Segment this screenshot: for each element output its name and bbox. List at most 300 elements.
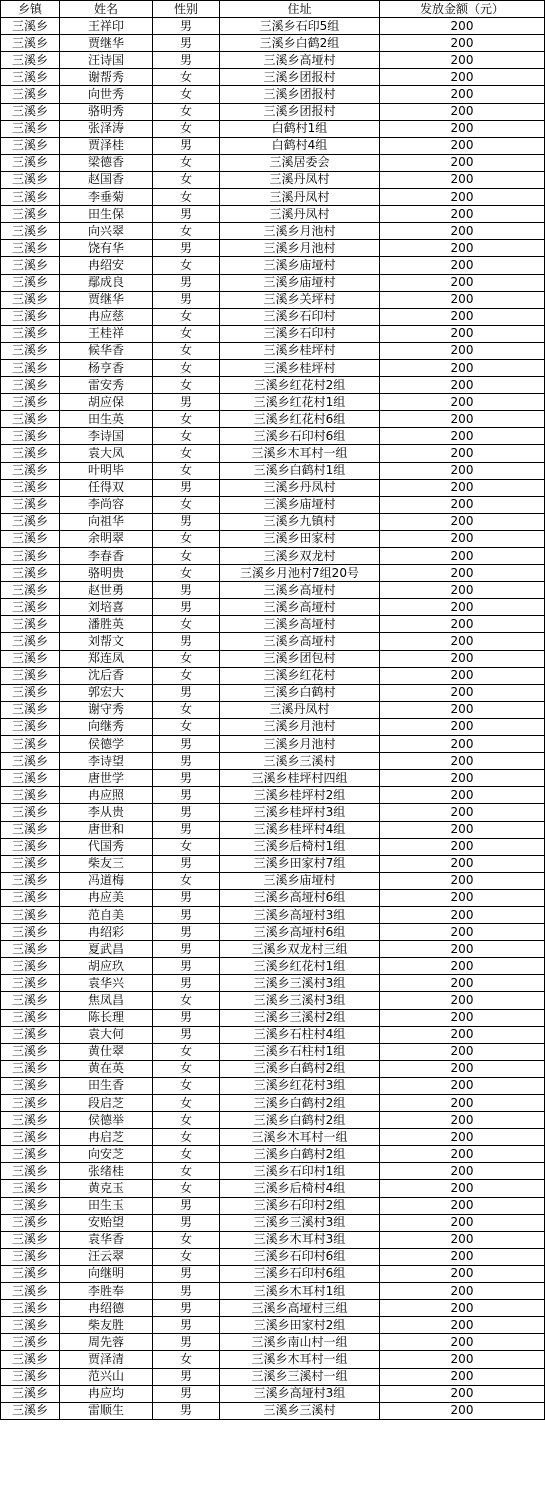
- cell-amount: 200: [380, 599, 545, 616]
- cell-gender: 男: [153, 855, 220, 872]
- cell-address: 三溪乡高垭村三组: [220, 1300, 380, 1317]
- cell-name: 冉应照: [60, 787, 153, 804]
- cell-amount: 200: [380, 1317, 545, 1334]
- cell-gender: 男: [153, 1402, 220, 1419]
- table-row: [1, 377, 545, 394]
- cell-amount: 200: [380, 291, 545, 308]
- cell-township: 三溪乡: [1, 18, 60, 35]
- table-row: [1, 257, 545, 274]
- cell-amount: 200: [380, 565, 545, 582]
- cell-township: 三溪乡: [1, 377, 60, 394]
- cell-township: 三溪乡: [1, 616, 60, 633]
- cell-amount: 200: [380, 428, 545, 445]
- cell-name: 谢帮秀: [60, 69, 153, 86]
- cell-gender: 女: [153, 103, 220, 120]
- cell-township: 三溪乡: [1, 154, 60, 171]
- cell-township: 三溪乡: [1, 35, 60, 52]
- cell-township: 三溪乡: [1, 1026, 60, 1043]
- cell-gender: 男: [153, 291, 220, 308]
- table-row: [1, 1043, 545, 1060]
- cell-address: 三溪乡田家村2组: [220, 1317, 380, 1334]
- cell-amount: 200: [380, 616, 545, 633]
- table-row: [1, 924, 545, 941]
- cell-name: 贾继华: [60, 291, 153, 308]
- cell-gender: 女: [153, 411, 220, 428]
- cell-township: 三溪乡: [1, 342, 60, 359]
- table-row: [1, 1317, 545, 1334]
- cell-name: 王祥印: [60, 18, 153, 35]
- cell-name: 向兴翠: [60, 223, 153, 240]
- cell-gender: 男: [153, 1214, 220, 1231]
- cell-address: 三溪乡石印5组: [220, 18, 380, 35]
- cell-name: 余明翠: [60, 530, 153, 547]
- cell-amount: 200: [380, 1026, 545, 1043]
- cell-amount: 200: [380, 804, 545, 821]
- cell-name: 饶有华: [60, 240, 153, 257]
- cell-amount: 200: [380, 359, 545, 376]
- cell-amount: 200: [380, 1180, 545, 1197]
- cell-address: 白鹤村1组: [220, 120, 380, 137]
- table-row: [1, 684, 545, 701]
- cell-gender: 女: [153, 530, 220, 547]
- cell-gender: 女: [153, 445, 220, 462]
- cell-township: 三溪乡: [1, 411, 60, 428]
- cell-name: 冉应慈: [60, 308, 153, 325]
- cell-gender: 男: [153, 804, 220, 821]
- cell-amount: 200: [380, 753, 545, 770]
- cell-gender: 男: [153, 137, 220, 154]
- table-row: [1, 52, 545, 69]
- cell-address: 三溪乡高垭村6组: [220, 924, 380, 941]
- table-row: [1, 1351, 545, 1368]
- cell-amount: 200: [380, 171, 545, 188]
- table-row: [1, 1009, 545, 1026]
- cell-gender: 男: [153, 941, 220, 958]
- table-row: [1, 872, 545, 889]
- cell-township: 三溪乡: [1, 1265, 60, 1282]
- table-row: [1, 513, 545, 530]
- cell-address: 三溪乡红花村6组: [220, 411, 380, 428]
- table-row: [1, 1180, 545, 1197]
- cell-amount: 200: [380, 1283, 545, 1300]
- cell-address: 三溪乡红花村2组: [220, 377, 380, 394]
- cell-township: 三溪乡: [1, 1402, 60, 1419]
- table-row: [1, 616, 545, 633]
- cell-township: 三溪乡: [1, 1077, 60, 1094]
- cell-gender: 男: [153, 1300, 220, 1317]
- cell-address: 三溪乡高垭村: [220, 616, 380, 633]
- cell-address: 三溪乡白鹤村2组: [220, 1146, 380, 1163]
- cell-address: 三溪乡石柱村1组: [220, 1043, 380, 1060]
- cell-gender: 女: [153, 1129, 220, 1146]
- table-row: [1, 308, 545, 325]
- cell-township: 三溪乡: [1, 667, 60, 684]
- cell-township: 三溪乡: [1, 428, 60, 445]
- cell-gender: 男: [153, 1334, 220, 1351]
- cell-township: 三溪乡: [1, 633, 60, 650]
- cell-name: 代国秀: [60, 838, 153, 855]
- cell-address: 三溪乡田家村: [220, 530, 380, 547]
- cell-gender: 女: [153, 171, 220, 188]
- cell-township: 三溪乡: [1, 189, 60, 206]
- cell-name: 唐世和: [60, 821, 153, 838]
- table-row: [1, 86, 545, 103]
- cell-address: 三溪乡石印村6组: [220, 428, 380, 445]
- cell-address: 三溪乡双龙村三组: [220, 941, 380, 958]
- table-row: [1, 394, 545, 411]
- cell-township: 三溪乡: [1, 1146, 60, 1163]
- cell-amount: 200: [380, 1248, 545, 1265]
- cell-township: 三溪乡: [1, 787, 60, 804]
- cell-amount: 200: [380, 530, 545, 547]
- table-row: [1, 69, 545, 86]
- cell-name: 冉绍安: [60, 257, 153, 274]
- table-row: [1, 189, 545, 206]
- cell-gender: 女: [153, 1146, 220, 1163]
- cell-township: 三溪乡: [1, 1163, 60, 1180]
- cell-amount: 200: [380, 992, 545, 1009]
- cell-gender: 男: [153, 684, 220, 701]
- cell-address: 三溪乡庙垭村: [220, 274, 380, 291]
- cell-township: 三溪乡: [1, 582, 60, 599]
- cell-township: 三溪乡: [1, 958, 60, 975]
- cell-gender: 女: [153, 1248, 220, 1265]
- cell-amount: 200: [380, 377, 545, 394]
- cell-name: 胡应保: [60, 394, 153, 411]
- cell-township: 三溪乡: [1, 701, 60, 718]
- table-row: [1, 1385, 545, 1402]
- cell-township: 三溪乡: [1, 445, 60, 462]
- cell-township: 三溪乡: [1, 924, 60, 941]
- cell-amount: 200: [380, 1231, 545, 1248]
- table-row: [1, 855, 545, 872]
- table-row: [1, 667, 545, 684]
- cell-address: 三溪乡白鹤村2组: [220, 1060, 380, 1077]
- cell-name: 汪云翠: [60, 1248, 153, 1265]
- cell-name: 贾继华: [60, 35, 153, 52]
- cell-gender: 女: [153, 1077, 220, 1094]
- table-row: [1, 958, 545, 975]
- cell-amount: 200: [380, 1077, 545, 1094]
- cell-township: 三溪乡: [1, 1129, 60, 1146]
- cell-name: 黄克玉: [60, 1180, 153, 1197]
- cell-name: 雷安秀: [60, 377, 153, 394]
- table-row: [1, 701, 545, 718]
- cell-name: 汪诗国: [60, 52, 153, 69]
- cell-name: 袁华香: [60, 1231, 153, 1248]
- cell-amount: 200: [380, 633, 545, 650]
- cell-township: 三溪乡: [1, 103, 60, 120]
- cell-township: 三溪乡: [1, 872, 60, 889]
- cell-address: 三溪乡石印村: [220, 308, 380, 325]
- cell-gender: 男: [153, 1265, 220, 1282]
- cell-address: 三溪乡关坪村: [220, 291, 380, 308]
- cell-address: 三溪乡月池村: [220, 223, 380, 240]
- table-row: [1, 154, 545, 171]
- cell-township: 三溪乡: [1, 1317, 60, 1334]
- table-row: [1, 1368, 545, 1385]
- cell-address: 三溪乡高垭村3组: [220, 906, 380, 923]
- table-body: [1, 18, 545, 1420]
- cell-amount: 200: [380, 1214, 545, 1231]
- cell-amount: 200: [380, 872, 545, 889]
- cell-gender: 女: [153, 1095, 220, 1112]
- cell-address: 三溪乡红花村1组: [220, 958, 380, 975]
- cell-name: 骆明秀: [60, 103, 153, 120]
- cell-amount: 200: [380, 1385, 545, 1402]
- header-township: 乡镇: [1, 1, 60, 18]
- cell-name: 冉绍彩: [60, 924, 153, 941]
- table-row: [1, 838, 545, 855]
- cell-name: 袁大何: [60, 1026, 153, 1043]
- cell-township: 三溪乡: [1, 257, 60, 274]
- cell-name: 田生香: [60, 1077, 153, 1094]
- cell-name: 向祖华: [60, 513, 153, 530]
- cell-address: 三溪丹凤村: [220, 171, 380, 188]
- cell-name: 李诗国: [60, 428, 153, 445]
- table-row: [1, 1163, 545, 1180]
- cell-address: 三溪丹凤村: [220, 189, 380, 206]
- cell-township: 三溪乡: [1, 889, 60, 906]
- table-row: [1, 1214, 545, 1231]
- cell-gender: 女: [153, 1351, 220, 1368]
- cell-gender: 女: [153, 1163, 220, 1180]
- cell-address: 三溪乡桂坪村2组: [220, 787, 380, 804]
- cell-amount: 200: [380, 889, 545, 906]
- cell-name: 侯德举: [60, 1112, 153, 1129]
- cell-address: 三溪乡高垭村6组: [220, 889, 380, 906]
- cell-gender: 女: [153, 325, 220, 342]
- cell-address: 三溪乡团报村: [220, 86, 380, 103]
- cell-gender: 女: [153, 1112, 220, 1129]
- cell-gender: 女: [153, 838, 220, 855]
- cell-amount: 200: [380, 513, 545, 530]
- header-gender: 性别: [153, 1, 220, 18]
- table-row: [1, 1197, 545, 1214]
- cell-amount: 200: [380, 308, 545, 325]
- cell-name: 范兴山: [60, 1368, 153, 1385]
- cell-name: 张绪桂: [60, 1163, 153, 1180]
- cell-name: 冉绍德: [60, 1300, 153, 1317]
- table-row: [1, 479, 545, 496]
- cell-township: 三溪乡: [1, 240, 60, 257]
- cell-name: 冉应均: [60, 1385, 153, 1402]
- cell-township: 三溪乡: [1, 359, 60, 376]
- cell-gender: 女: [153, 616, 220, 633]
- cell-township: 三溪乡: [1, 1009, 60, 1026]
- cell-gender: 男: [153, 787, 220, 804]
- cell-township: 三溪乡: [1, 325, 60, 342]
- cell-amount: 200: [380, 1351, 545, 1368]
- cell-amount: 200: [380, 838, 545, 855]
- cell-name: 胡应玖: [60, 958, 153, 975]
- cell-amount: 200: [380, 86, 545, 103]
- cell-amount: 200: [380, 103, 545, 120]
- cell-amount: 200: [380, 35, 545, 52]
- cell-amount: 200: [380, 257, 545, 274]
- cell-name: 李从贵: [60, 804, 153, 821]
- cell-amount: 200: [380, 855, 545, 872]
- cell-address: 三溪乡团包村: [220, 650, 380, 667]
- cell-amount: 200: [380, 701, 545, 718]
- cell-amount: 200: [380, 206, 545, 223]
- table-row: [1, 359, 545, 376]
- cell-gender: 男: [153, 958, 220, 975]
- table-row: [1, 753, 545, 770]
- cell-gender: 男: [153, 1368, 220, 1385]
- cell-name: 潘胜英: [60, 616, 153, 633]
- cell-gender: 男: [153, 736, 220, 753]
- cell-address: 三溪乡九镇村: [220, 513, 380, 530]
- cell-address: 三溪乡桂坪村3组: [220, 804, 380, 821]
- cell-address: 三溪乡丹凤村: [220, 479, 380, 496]
- cell-address: 三溪乡木耳村一组: [220, 1351, 380, 1368]
- cell-amount: 200: [380, 906, 545, 923]
- cell-name: 李诗望: [60, 753, 153, 770]
- cell-gender: 女: [153, 69, 220, 86]
- cell-name: 向继明: [60, 1265, 153, 1282]
- table-row: [1, 1095, 545, 1112]
- cell-amount: 200: [380, 1112, 545, 1129]
- table-row: [1, 889, 545, 906]
- cell-township: 三溪乡: [1, 530, 60, 547]
- cell-address: 三溪乡白鹤村1组: [220, 462, 380, 479]
- cell-township: 三溪乡: [1, 684, 60, 701]
- cell-gender: 女: [153, 1231, 220, 1248]
- table-row: [1, 18, 545, 35]
- cell-gender: 男: [153, 770, 220, 787]
- table-row: [1, 1077, 545, 1094]
- table-row: [1, 650, 545, 667]
- cell-address: 三溪乡桂坪村4组: [220, 821, 380, 838]
- cell-township: 三溪乡: [1, 1248, 60, 1265]
- cell-address: 三溪乡木耳村一组: [220, 1129, 380, 1146]
- cell-gender: 女: [153, 462, 220, 479]
- cell-township: 三溪乡: [1, 770, 60, 787]
- table-row: [1, 1300, 545, 1317]
- cell-address: 三溪丹凤村: [220, 701, 380, 718]
- table-row: [1, 992, 545, 1009]
- cell-name: 谢守秀: [60, 701, 153, 718]
- table-row: [1, 411, 545, 428]
- table-row: [1, 428, 545, 445]
- table-row: [1, 1146, 545, 1163]
- table-row: [1, 941, 545, 958]
- cell-gender: 男: [153, 1283, 220, 1300]
- cell-name: 郭宏大: [60, 684, 153, 701]
- cell-township: 三溪乡: [1, 394, 60, 411]
- cell-amount: 200: [380, 394, 545, 411]
- cell-address: 三溪乡桂坪村: [220, 359, 380, 376]
- cell-township: 三溪乡: [1, 941, 60, 958]
- table-row: [1, 1026, 545, 1043]
- cell-amount: 200: [380, 137, 545, 154]
- cell-amount: 200: [380, 787, 545, 804]
- cell-gender: 女: [153, 701, 220, 718]
- cell-township: 三溪乡: [1, 513, 60, 530]
- cell-amount: 200: [380, 958, 545, 975]
- cell-address: 三溪乡白鹤村2组: [220, 1095, 380, 1112]
- cell-name: 向继秀: [60, 718, 153, 735]
- cell-address: 三溪乡石印村2组: [220, 1197, 380, 1214]
- cell-name: 赵世勇: [60, 582, 153, 599]
- cell-name: 刘培喜: [60, 599, 153, 616]
- cell-township: 三溪乡: [1, 1368, 60, 1385]
- cell-name: 田生保: [60, 206, 153, 223]
- cell-amount: 200: [380, 770, 545, 787]
- cell-gender: 男: [153, 513, 220, 530]
- cell-amount: 200: [380, 342, 545, 359]
- cell-address: 三溪乡三溪村2组: [220, 1009, 380, 1026]
- cell-address: 三溪乡红花村3组: [220, 1077, 380, 1094]
- table-row: [1, 975, 545, 992]
- cell-name: 冉应美: [60, 889, 153, 906]
- cell-gender: 女: [153, 1180, 220, 1197]
- cell-township: 三溪乡: [1, 1112, 60, 1129]
- cell-township: 三溪乡: [1, 206, 60, 223]
- table-row: [1, 35, 545, 52]
- table-row: [1, 633, 545, 650]
- cell-address: 三溪乡三溪村3组: [220, 992, 380, 1009]
- cell-amount: 200: [380, 479, 545, 496]
- cell-address: 三溪乡庙垭村: [220, 872, 380, 889]
- cell-township: 三溪乡: [1, 753, 60, 770]
- cell-amount: 200: [380, 52, 545, 69]
- table-row: [1, 1060, 545, 1077]
- cell-address: 三溪乡月池村7组20号: [220, 565, 380, 582]
- cell-name: 向世秀: [60, 86, 153, 103]
- cell-gender: 男: [153, 1197, 220, 1214]
- cell-gender: 女: [153, 257, 220, 274]
- table-row: [1, 120, 545, 137]
- table-row: [1, 1112, 545, 1129]
- cell-amount: 200: [380, 1265, 545, 1282]
- cell-gender: 女: [153, 86, 220, 103]
- cell-amount: 200: [380, 941, 545, 958]
- cell-name: 黄在英: [60, 1060, 153, 1077]
- cell-gender: 男: [153, 889, 220, 906]
- table-row: [1, 906, 545, 923]
- cell-township: 三溪乡: [1, 736, 60, 753]
- table-row: [1, 342, 545, 359]
- cell-name: 范自美: [60, 906, 153, 923]
- cell-address: 三溪乡白鹤村: [220, 684, 380, 701]
- cell-address: 三溪乡三溪村: [220, 1402, 380, 1419]
- cell-name: 贾泽清: [60, 1351, 153, 1368]
- cell-address: 三溪乡石印村1组: [220, 1163, 380, 1180]
- cell-gender: 男: [153, 1317, 220, 1334]
- cell-name: 田生玉: [60, 1197, 153, 1214]
- cell-township: 三溪乡: [1, 86, 60, 103]
- cell-township: 三溪乡: [1, 274, 60, 291]
- table-row: [1, 565, 545, 582]
- cell-gender: 女: [153, 1060, 220, 1077]
- cell-amount: 200: [380, 154, 545, 171]
- cell-address: 三溪乡高垭村: [220, 52, 380, 69]
- cell-name: 周先蓉: [60, 1334, 153, 1351]
- cell-name: 任得双: [60, 479, 153, 496]
- cell-amount: 200: [380, 975, 545, 992]
- table-row: [1, 240, 545, 257]
- cell-amount: 200: [380, 667, 545, 684]
- cell-gender: 女: [153, 667, 220, 684]
- cell-address: 三溪乡月池村: [220, 240, 380, 257]
- cell-amount: 200: [380, 548, 545, 565]
- cell-gender: 男: [153, 206, 220, 223]
- cell-gender: 女: [153, 565, 220, 582]
- cell-gender: 男: [153, 975, 220, 992]
- table-row: [1, 496, 545, 513]
